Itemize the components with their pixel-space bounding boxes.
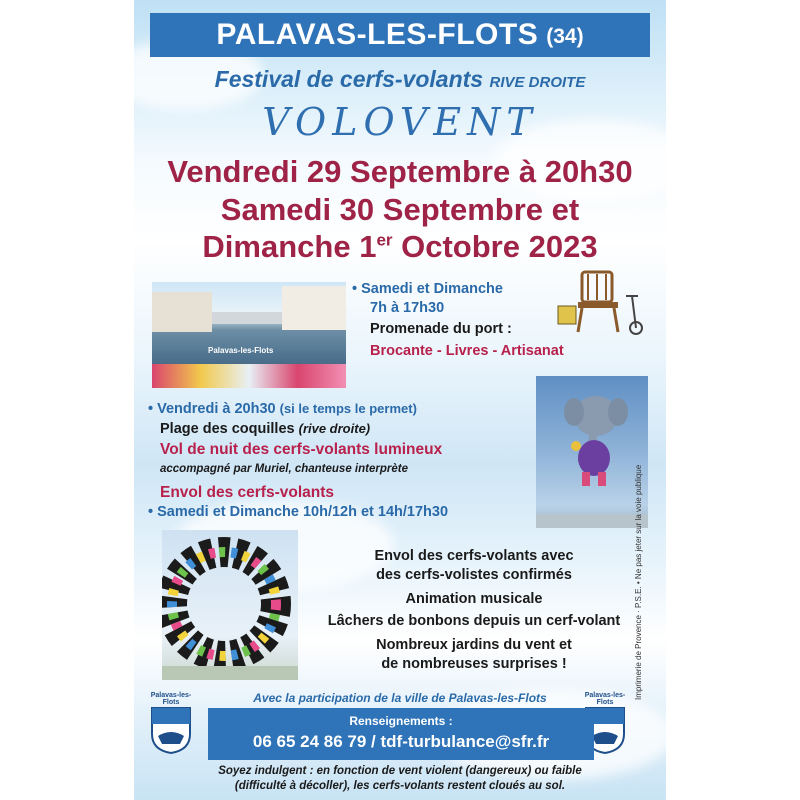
building bbox=[282, 286, 346, 330]
title-banner bbox=[150, 13, 650, 57]
chair-illustration bbox=[552, 266, 648, 338]
photo-label: Palavas-les-Flots bbox=[208, 346, 274, 355]
crest-shield-icon bbox=[150, 706, 192, 754]
activity-line-1: Envol des cerfs-volants avec bbox=[374, 548, 574, 564]
activity-line-2: des cerfs-volistes confirmés bbox=[376, 567, 572, 583]
event-poster bbox=[134, 0, 666, 800]
event-name: VOLOVENT bbox=[262, 100, 538, 144]
elephant-kite-photo bbox=[536, 376, 648, 528]
contact-line: 06 65 24 86 79 / tdf-turbulance@sfr.fr bbox=[252, 732, 550, 751]
night-place-name: Plage des coquilles bbox=[160, 421, 295, 437]
weather-notice-2: (difficulté à décoller), les cerfs-volants restent cloués au sol. bbox=[234, 780, 566, 792]
brocante-days: • Samedi et Dimanche bbox=[352, 281, 503, 297]
date-line-3 bbox=[134, 229, 666, 265]
flowers bbox=[152, 364, 346, 388]
festival-title bbox=[134, 66, 666, 93]
printer-notice: Imprimerie de Provence · P.S.E. • Ne pas jeter sur la voie publique bbox=[634, 464, 643, 700]
activity-line-4: Lâchers de bonbons depuis un cerf-volant bbox=[327, 613, 621, 629]
flights-schedule: • Samedi et Dimanche 10h/12h et 14h/17h30 bbox=[148, 504, 449, 520]
spiral-kite-photo bbox=[162, 530, 298, 680]
participation-line: Avec la participation de la ville de Palavas-les-Flots bbox=[253, 691, 547, 705]
date-line-2: Samedi 30 Septembre et bbox=[220, 192, 580, 227]
date-line-3-start: Dimanche 1 bbox=[202, 229, 377, 264]
quay bbox=[212, 312, 282, 324]
date-line-3-end: Octobre 2023 bbox=[392, 229, 598, 264]
night-place-note: (rive droite) bbox=[298, 421, 371, 436]
building bbox=[152, 292, 212, 332]
activity-line-6: de nombreuses surprises ! bbox=[381, 656, 567, 672]
night-place bbox=[160, 421, 370, 437]
night-condition: (si le temps le permet) bbox=[279, 401, 417, 416]
town-name: PALAVAS-LES-FLOTS bbox=[216, 18, 539, 51]
night-flight-title: Vol de nuit des cerfs-volants lumineux bbox=[160, 441, 443, 458]
weather-notice-1: Soyez indulgent : en fonction de vent violent (dangereux) ou faible bbox=[218, 765, 582, 777]
date-line-3-sup: er bbox=[376, 230, 393, 250]
brocante-hours: 7h à 17h30 bbox=[370, 300, 445, 316]
department-number: (34) bbox=[546, 25, 584, 48]
flights-title: Envol des cerfs-volants bbox=[160, 484, 335, 501]
festival-location: RIVE DROITE bbox=[489, 74, 586, 91]
harbour-photo bbox=[152, 282, 346, 388]
night-bullet: • Vendredi à 20h30 bbox=[148, 401, 276, 417]
info-title: Renseignements : bbox=[349, 714, 453, 728]
brocante-items: Brocante - Livres - Artisanat bbox=[370, 343, 564, 359]
activity-line-3: Animation musicale bbox=[405, 591, 543, 607]
elephant-kite-graphic bbox=[536, 376, 648, 528]
activity-line-5: Nombreux jardins du vent et bbox=[376, 637, 572, 653]
contact-panel bbox=[208, 708, 594, 760]
crest-label: Palavas-les-Flots bbox=[150, 692, 192, 706]
brocante-title: Promenade du port : bbox=[370, 321, 512, 337]
date-line-1: Vendredi 29 Septembre à 20h30 bbox=[167, 154, 633, 189]
crest-label: Palavas-les-Flots bbox=[584, 692, 626, 706]
night-flight-singer: accompagné par Muriel, chanteuse interprète bbox=[160, 463, 408, 475]
festival-name: Festival de cerfs-volants bbox=[214, 66, 484, 92]
night-flight-date bbox=[148, 401, 417, 417]
spiral-kite-graphic bbox=[162, 530, 298, 680]
town-crest-left bbox=[150, 692, 192, 759]
